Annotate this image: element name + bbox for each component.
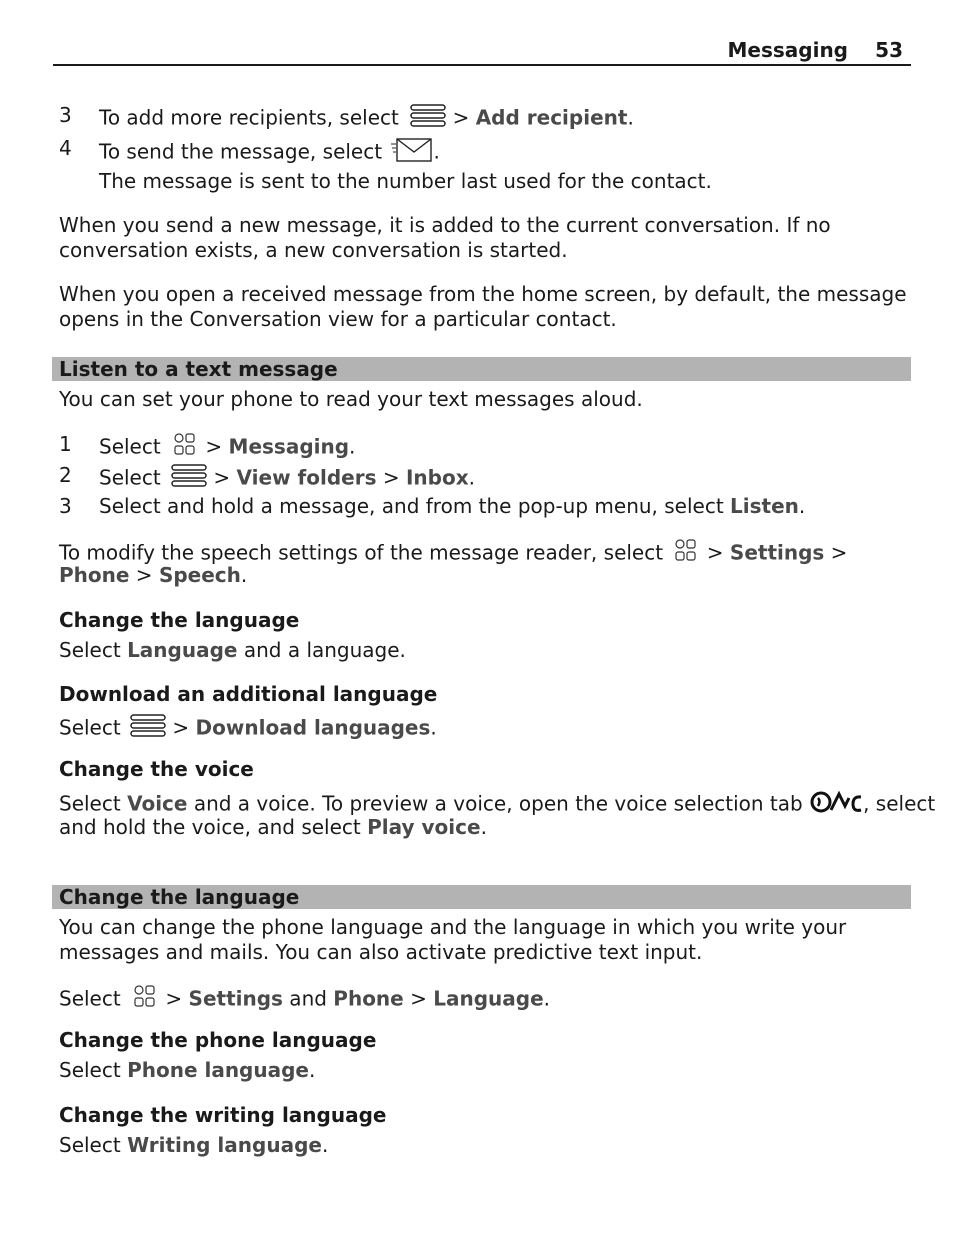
ui-term-phone-language: Phone language (127, 1058, 309, 1082)
instruction-text: Select (59, 638, 128, 662)
ui-term-speech: Speech (158, 563, 241, 587)
step-send-message (99, 136, 440, 170)
punctuation: . (240, 563, 248, 587)
language-select-line (59, 984, 550, 1016)
section-header-listen (52, 357, 911, 381)
ui-term-download-languages: Download languages (195, 715, 431, 740)
separator: > (199, 434, 229, 459)
instruction-text: and a language. (237, 638, 406, 662)
step-text: Select and hold a message, and from the pop-up menu, select (99, 494, 731, 518)
listen-intro: You can set your phone to read your text messages aloud. (59, 387, 643, 411)
ui-term-messaging: Messaging (228, 434, 350, 459)
change-language-text (59, 638, 406, 663)
separator: > (159, 986, 189, 1011)
ui-term-view-folders: View folders (236, 465, 377, 490)
section-title: Change the language (59, 885, 300, 909)
ui-term-listen: Listen (730, 494, 799, 518)
ui-term-settings: Settings (729, 540, 825, 565)
instruction-text: Select (59, 715, 121, 740)
punctuation: . (627, 105, 634, 130)
ui-term-voice: Voice (127, 791, 188, 816)
menu-icon (410, 103, 446, 135)
app-grid-icon (672, 538, 700, 570)
instruction-text: , select (863, 791, 936, 816)
punctuation: . (468, 465, 475, 490)
voice-tab-icon (809, 788, 863, 822)
ui-term-writing-language: Writing language (127, 1133, 322, 1157)
step-text: To add more recipients, select (99, 105, 399, 130)
punctuation: . (349, 434, 356, 459)
page-header (53, 36, 911, 66)
header-page-number: 53 (875, 38, 903, 62)
ui-term-language: Language (433, 986, 544, 1011)
step-number: 2 (59, 463, 72, 487)
punctuation: . (798, 494, 806, 518)
punctuation: . (480, 815, 487, 839)
punctuation: . (433, 139, 440, 164)
separator: > (446, 105, 476, 130)
step-add-recipient (99, 103, 634, 135)
separator: > (129, 563, 159, 587)
subheading-change-language: Change the language (59, 608, 300, 632)
section-title: Listen to a text message (59, 357, 338, 381)
speech-text: To modify the speech settings of the message reader, select (59, 540, 664, 565)
step-number: 1 (59, 432, 72, 456)
punctuation: . (543, 986, 551, 1011)
paragraph-open-message: When you open a received message from the home screen, by default, the message opens in the Conversation view for a particular contact. (59, 282, 907, 331)
instruction-text: and (282, 986, 334, 1011)
instruction-text: Select (59, 1133, 128, 1157)
instruction-text: Select (59, 791, 128, 816)
app-grid-icon (131, 984, 159, 1016)
menu-icon (130, 713, 166, 745)
separator: > (700, 540, 730, 565)
punctuation: . (430, 715, 437, 740)
ui-term-inbox: Inbox (405, 465, 469, 490)
step-number: 3 (59, 494, 72, 518)
app-grid-icon (171, 432, 199, 464)
ui-term-phone: Phone (59, 563, 130, 587)
step-text: To send the message, select (99, 139, 383, 164)
step-number: 4 (59, 136, 72, 160)
step-select-listen (99, 494, 805, 519)
step4-note: The message is sent to the number last used for the contact. (99, 169, 712, 193)
step-view-folders (99, 463, 475, 495)
separator: > (403, 986, 434, 1011)
separator: > (824, 540, 848, 565)
step-select-messaging (99, 432, 355, 464)
ui-term-add-recipient: Add recipient (475, 105, 628, 130)
punctuation: . (309, 1058, 316, 1082)
ui-term-settings: Settings (188, 986, 283, 1011)
instruction-text: Select (59, 1058, 128, 1082)
speech-settings-line2 (59, 563, 247, 588)
change-voice-line2 (59, 815, 487, 840)
step-text: Select (99, 465, 161, 490)
separator: > (207, 465, 237, 490)
instruction-text: Select (59, 986, 121, 1011)
step-number: 3 (59, 103, 72, 127)
writing-language-text (59, 1133, 328, 1158)
ui-term-language: Language (127, 638, 238, 662)
download-language-text (59, 713, 437, 745)
header-section-title: Messaging (727, 38, 848, 62)
paragraph-new-message: When you send a new message, it is added to the current conversation. If no conversation exists, a new conversation is started. (59, 213, 831, 262)
step-text: Select (99, 434, 161, 459)
subheading-download-language: Download an additional language (59, 682, 438, 706)
ui-term-play-voice: Play voice (367, 815, 481, 839)
phone-language-text (59, 1058, 315, 1083)
instruction-text: and hold the voice, and select (59, 815, 368, 839)
instruction-text: and a voice. To preview a voice, open the voice selection tab (187, 791, 803, 816)
subheading-phone-language: Change the phone language (59, 1028, 377, 1052)
separator: > (376, 465, 406, 490)
subheading-writing-language: Change the writing language (59, 1103, 387, 1127)
punctuation: . (321, 1133, 329, 1157)
envelope-icon (391, 136, 433, 170)
language-intro: You can change the phone language and the language in which you write your messages and mails. You can also activate predictive text input. (59, 915, 847, 964)
section-header-change-language (52, 885, 911, 909)
menu-icon (171, 463, 207, 495)
ui-term-phone: Phone (333, 986, 404, 1011)
subheading-change-voice: Change the voice (59, 757, 254, 781)
separator: > (166, 715, 196, 740)
